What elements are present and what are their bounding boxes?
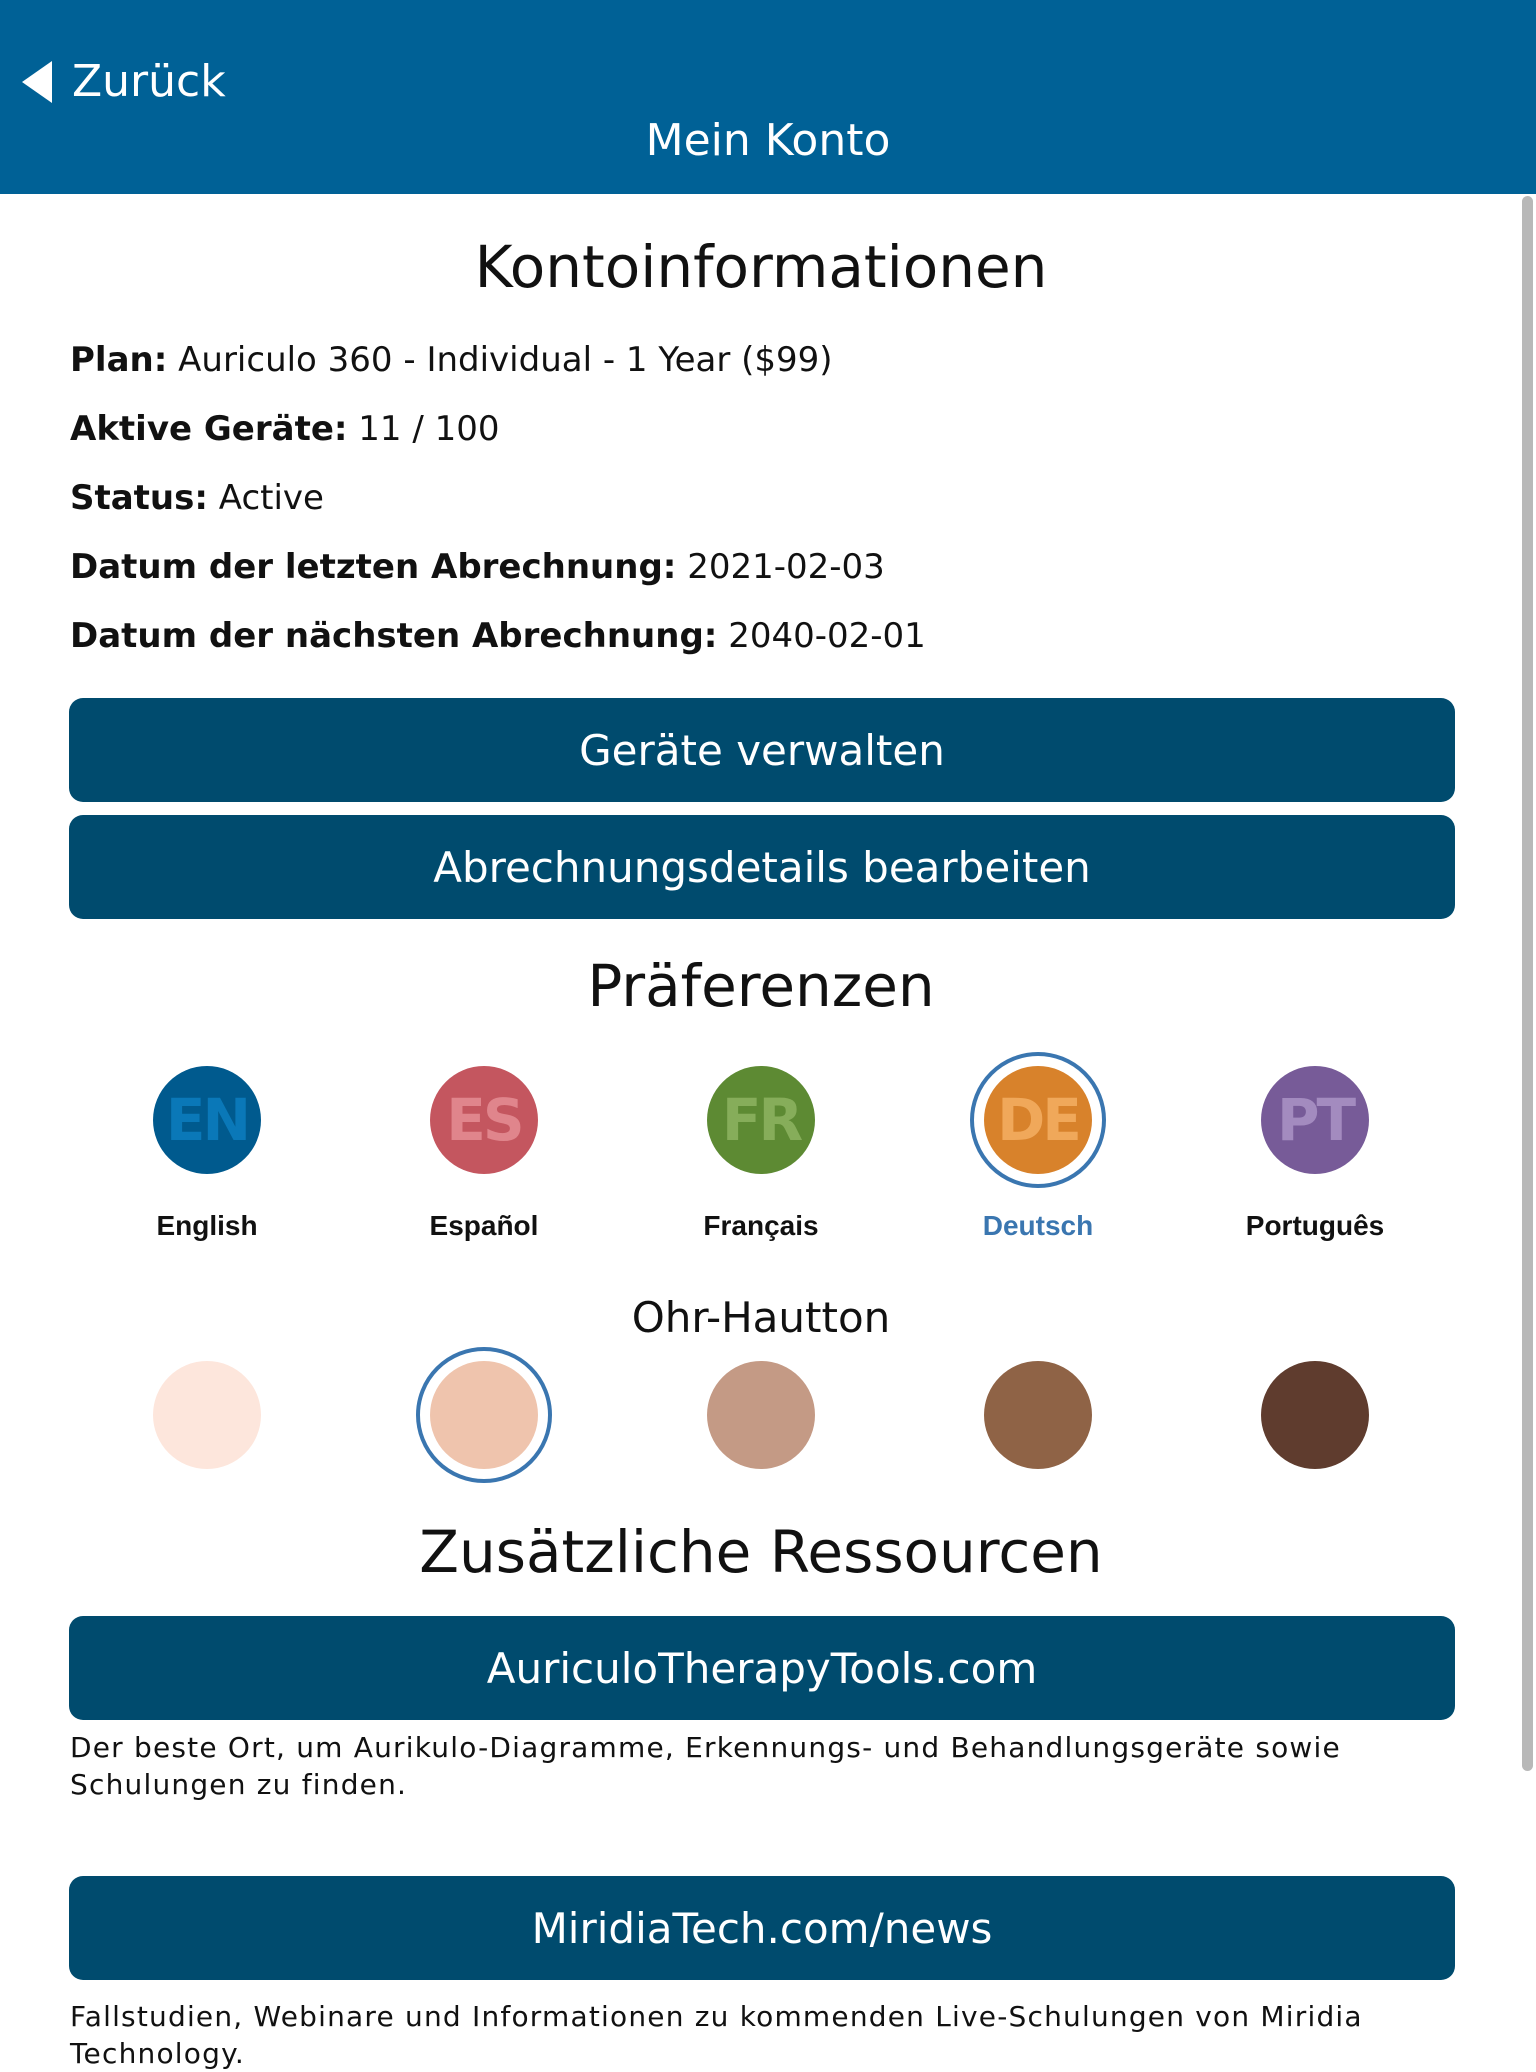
language-label: Deutsch: [982, 1210, 1094, 1241]
info-label: Status:: [70, 478, 208, 518]
info-row-plan: [70, 338, 833, 382]
manage-devices-button[interactable]: Geräte verwalten: [69, 698, 1455, 802]
info-row-active-devices: [70, 407, 500, 451]
language-option-fr[interactable]: [661, 1052, 861, 1242]
language-option-pt[interactable]: [1215, 1052, 1415, 1242]
skin-tone-option-4[interactable]: [970, 1347, 1106, 1483]
back-arrow-icon: [22, 61, 52, 103]
info-value: 2021-02-03: [687, 547, 885, 587]
skin-tone-swatch: [707, 1361, 815, 1469]
info-label: Plan:: [70, 340, 168, 380]
edit-billing-button[interactable]: Abrechnungsdetails bearbeiten: [69, 815, 1455, 919]
scrollbar[interactable]: [1522, 196, 1533, 1771]
flag-fr-icon: FR: [707, 1066, 815, 1174]
resource-description: Fallstudien, Webinare und Informationen zu kommenden Live-Schulungen von Miridia Technology.: [70, 2000, 1363, 2070]
miridiatech-news-link[interactable]: MiridiaTech.com/news: [69, 1876, 1455, 1980]
language-option-en[interactable]: [107, 1052, 307, 1242]
info-row-next-billing: [70, 614, 926, 658]
info-row-status: [70, 476, 324, 520]
auriculo-therapy-tools-link[interactable]: AuriculoTherapyTools.com: [69, 1616, 1455, 1720]
flag-en-icon: EN: [153, 1066, 261, 1174]
flag-pt-icon: PT: [1261, 1066, 1369, 1174]
skin-tone-swatch: [1261, 1361, 1369, 1469]
resources-section-title: Zusätzliche Ressourcen: [419, 1518, 1103, 1586]
skin-tone-option-2[interactable]: [416, 1347, 552, 1483]
skin-tone-swatch: [984, 1361, 1092, 1469]
info-label: Datum der nächsten Abrechnung:: [70, 616, 718, 656]
skin-tone-title: Ohr-Hautton: [631, 1293, 891, 1342]
resource-description: Der beste Ort, um Aurikulo-Diagramme, Erkennungs- und Behandlungsgeräte sowie Schulungen zu finden.: [70, 1731, 1341, 1801]
skin-tone-swatch: [153, 1361, 261, 1469]
language-label: Português: [1245, 1210, 1385, 1241]
skin-tone-option-1[interactable]: [139, 1347, 275, 1483]
back-label: Zurück: [72, 56, 226, 107]
info-value: 11 / 100: [358, 409, 500, 449]
language-option-es[interactable]: [384, 1052, 584, 1242]
info-row-last-billing: [70, 545, 885, 589]
flag-de-icon: DE: [984, 1066, 1092, 1174]
info-label: Aktive Geräte:: [70, 409, 348, 449]
flag-es-icon: ES: [430, 1066, 538, 1174]
language-option-de[interactable]: [938, 1052, 1138, 1242]
language-label: English: [156, 1210, 258, 1241]
info-label: Datum der letzten Abrechnung:: [70, 547, 677, 587]
skin-tone-swatch: [430, 1361, 538, 1469]
info-value: Active: [218, 478, 324, 518]
language-label: Français: [703, 1210, 819, 1241]
skin-tone-option-5[interactable]: [1247, 1347, 1383, 1483]
preferences-section-title: Präferenzen: [587, 952, 935, 1020]
info-value: 2040-02-01: [728, 616, 926, 656]
top-bar: [0, 0, 1536, 194]
language-label: Español: [429, 1210, 539, 1241]
skin-tone-option-3[interactable]: [693, 1347, 829, 1483]
account-section-title: Kontoinformationen: [474, 233, 1048, 301]
back-button[interactable]: [22, 56, 226, 108]
page-title: Mein Konto: [645, 115, 891, 166]
info-value: Auriculo 360 - Individual - 1 Year ($99): [178, 340, 833, 380]
